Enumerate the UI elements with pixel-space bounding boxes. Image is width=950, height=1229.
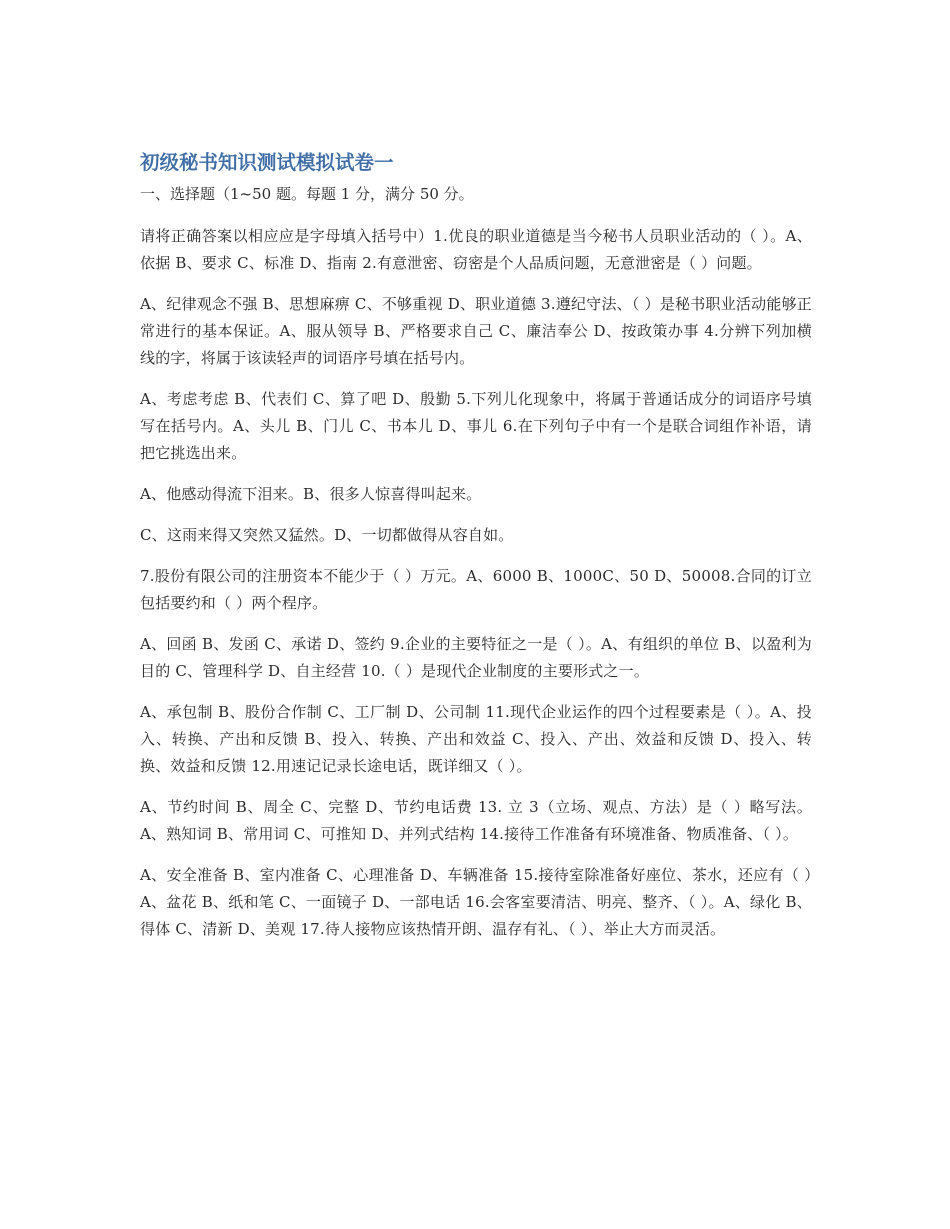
document-title: 初级秘书知识测试模拟试卷一 (140, 151, 394, 174)
paragraph: A、安全准备 B、室内准备 C、心理准备 D、车辆准备 15.接待室除准备好座位、茶水，还应有（ ）A、盆花 B、纸和笔 C、一面镜子 D、一部电话 16.会客室要清洁、明亮、整齐、（ ）。A、绿化 B、得体 C、清新 D、美观 17.待人接物应该热情开朗、温存有礼、（ ）、举止大方而灵活。 (140, 866, 812, 938)
paragraph: A、考虑考虑 B、代表们 C、算了吧 D、殷勤 5.下列儿化现象中，将属于普通话成分的词语序号填写在括号内。A、头儿 B、门儿 C、书本儿 D、事儿 6.在下列句子中有一个是联合词组作补语，请把它挑选出来。 (140, 390, 812, 462)
section-heading: 一、选择题（1~50 题。每题 1 分，满分 50 分。 (140, 185, 474, 203)
document-body (140, 148, 812, 943)
paragraph: A、纪律观念不强 B、思想麻痹 C、不够重视 D、职业道德 3.遵纪守法、（ ）是秘书职业活动能够正常进行的基本保证。A、服从领导 B、严格要求自己 C、廉洁奉公 D、按政策办事 4.分辨下列加横线的字，将属于该读轻声的词语序号填在括号内。 (140, 295, 812, 367)
paragraph: A、他感动得流下泪来。B、很多人惊喜得叫起来。 (140, 485, 482, 503)
paragraph: A、节约时间 B、周全 C、完整 D、节约电话费 13. 立 3（立场、观点、方法）是（ ）略写法。A、熟知词 B、常用词 C、可推知 D、并列式结构 14.接待工作准备有环境准备、物质准备、（ ）。 (140, 798, 812, 843)
paragraph: C、这雨来得又突然又猛然。D、一切都做得从容自如。 (140, 526, 514, 544)
paragraph: A、承包制 B、股份合作制 C、工厂制 D、公司制 11.现代企业运作的四个过程要素是（ ）。A、投入、转换、产出和反馈 B、投入、转换、产出和效益 C、投入、产出、效益和反馈 D、投入、转换、效益和反馈 12.用速记记录长途电话，既详细又（ ）。 (140, 703, 812, 775)
paragraph: 请将正确答案以相应应是字母填入括号中）1.优良的职业道德是当今秘书人员职业活动的（ ）。A、依据 B、要求 C、标准 D、指南 2.有意泄密、窃密是个人品质问题，无意泄密是（ ）问题。 (140, 227, 812, 272)
paragraph: A、回函 B、发函 C、承诺 D、签约 9.企业的主要特征之一是（ ）。A、有组织的单位 B、以盈利为目的 C、管理科学 D、自主经营 10.（ ）是现代企业制度的主要形式之一。 (140, 635, 812, 680)
paragraph: 7.股份有限公司的注册资本不能少于（ ）万元。A、6000 B、1000C、50 D、50008.合同的订立包括要约和（ ）两个程序。 (140, 567, 812, 612)
